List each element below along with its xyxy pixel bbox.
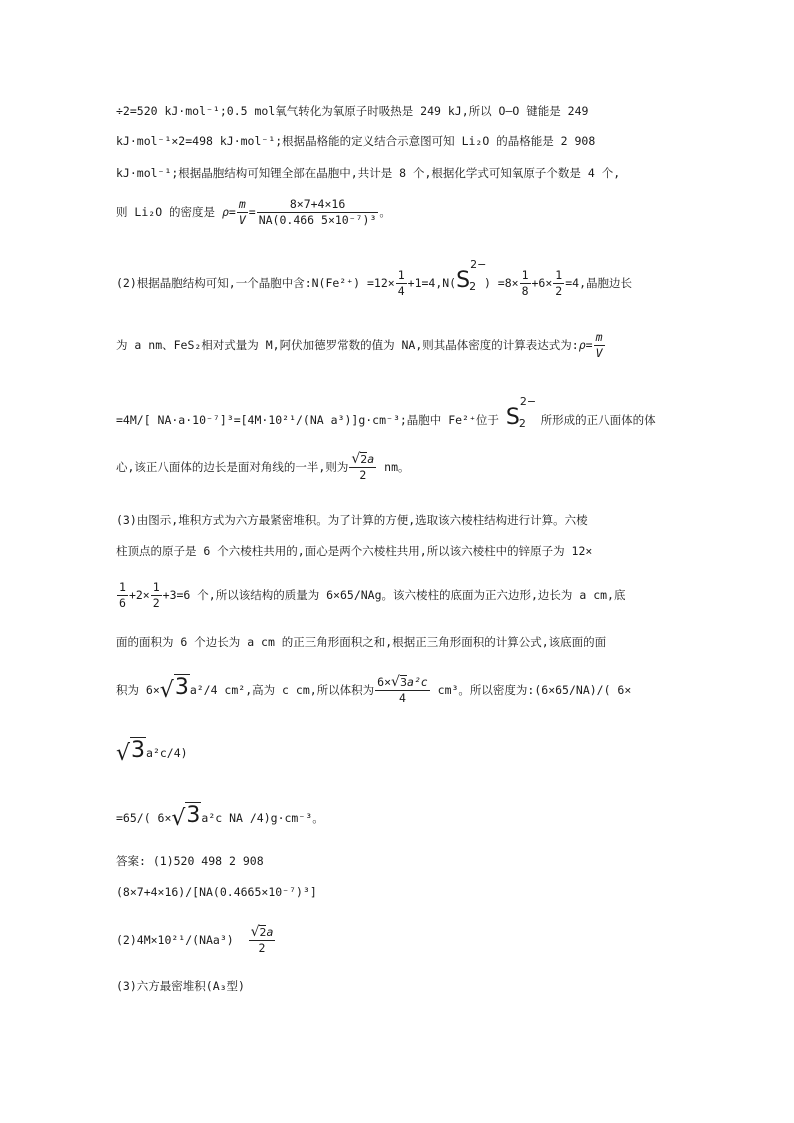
answer-line3: (2)4M×10²¹/(NAa³) $\frac{√2a}{2}$ bbox=[116, 924, 274, 955]
para3-line1: (3)由图示,堆积方式为六方最紧密堆积。为了计算的方便,选取该六棱柱结构进行计算。六棱 bbox=[116, 513, 588, 527]
para3-line5: 积为 6×√3a²/4 cm²,高为 c cm,所以体积为 $\frac{\text{6×√3a²c}}{4}$ cm³。所以密度为:(6×65/NA)/( 6× bbox=[116, 674, 632, 705]
answer-line4: (3)六方最密堆积(A₃型) bbox=[116, 979, 245, 993]
s2-ion-2: S 2− 2 bbox=[505, 395, 537, 430]
volume-fraction: $\frac{\text{6×√3a²c}}{4}$ bbox=[377, 674, 428, 705]
para3-line3: $\frac{1}{6}$ +2× $\frac{1}{2}$ +3=6 个,所以该结构的质量为 6×65/NAg。该六棱柱的底面为正六边形,边长为 a cm,底 bbox=[119, 580, 626, 610]
para3-line2: 柱顶点的原子是 6 个六棱柱共用的,面心是两个六棱柱共用,所以该六棱柱中的锌原子为 12× bbox=[116, 544, 593, 558]
fraction-1-8: $\frac{1}{8}$ bbox=[521, 268, 529, 298]
para3-line4: 面的面积为 6 个边长为 a cm 的正三角形面积之和,根据正三角形面积的计算公式,该底面的面 bbox=[116, 635, 607, 649]
sqrt2a-over-2-fraction: $\frac{√2a}{2}$ bbox=[351, 451, 375, 482]
para2-line4: 心,该正八面体的边长是面对角线的一半,则为 $\frac{√2a}{2}$ nm。 bbox=[116, 451, 410, 482]
density-formula-fraction: $\frac{8\times 7+4\times 16}{\text{NA(0.466 5×10⁻⁷)³}}$ bbox=[258, 197, 377, 227]
sqrt-3-c: √3 bbox=[171, 803, 201, 831]
m-over-v-fraction-2: $\frac{m}{V}$ bbox=[595, 330, 603, 360]
density-label: 则 Li₂O 的密度是 bbox=[116, 205, 222, 219]
sqrt-3-b: √3 bbox=[116, 738, 146, 766]
answer-sqrt2a-over-2: $\frac{√2a}{2}$ bbox=[250, 924, 274, 955]
para1-line1: ÷2=520 kJ·mol⁻¹;0.5 mol氧气转化为氧原子时吸热是 249 kJ,所以 O—O 键能是 249 bbox=[116, 104, 589, 118]
para1-line4: 则 Li₂O 的密度是 ρ= $\frac{m}{V}$ = $\frac{8\times 7+4\times 16}{\text{NA(0.466 5×10⁻⁷)³}}$ 。 bbox=[116, 197, 391, 227]
para1-line2: kJ·mol⁻¹×2=498 kJ·mol⁻¹;根据晶格能的定义结合示意图可知 Li₂O 的晶格能是 2 908 bbox=[116, 134, 596, 148]
para2-line2: 为 a nm、FeS₂相对式量为 M,阿伏加德罗常数的值为 NA,则其晶体密度的计算表达式为:ρ= $\frac{m}{V}$ bbox=[116, 330, 603, 360]
para2-line3: =4M/[ NA·a·10⁻⁷]³=[4M·10²¹/(NA a³)]g·cm⁻³;晶胞中 Fe²⁺位于 S 2− 2 所形成的正八面体的体 bbox=[116, 395, 656, 430]
sqrt-2: √2 bbox=[351, 451, 368, 467]
answer-line2: (8×7+4×16)/[NA(0.4665×10⁻⁷)³] bbox=[116, 885, 317, 899]
fraction-1-2: $\frac{1}{2}$ bbox=[555, 268, 563, 298]
para3-line6: √3a²c/4) bbox=[116, 738, 188, 766]
answer-line1: 答案: (1)520 498 2 908 bbox=[116, 854, 264, 868]
rho-symbol: ρ= bbox=[221, 205, 236, 219]
para1-line3: kJ·mol⁻¹;根据晶胞结构可知锂全部在晶胞中,共计是 8 个,根据化学式可知氧原子个数是 4 个, bbox=[116, 166, 621, 180]
sqrt-3: √3 bbox=[159, 675, 189, 703]
fraction-1-2-b: $\frac{1}{2}$ bbox=[152, 580, 160, 610]
s2-ion: S 2− 2 bbox=[456, 258, 487, 293]
fraction-1-6: $\frac{1}{6}$ bbox=[119, 580, 126, 610]
fraction-1-4: $\frac{1}{4}$ bbox=[397, 268, 405, 298]
para3-line7: =65/( 6×√3a²c NA /4)g·cm⁻³。 bbox=[116, 803, 324, 831]
m-over-v-fraction: $\frac{m}{V}$ bbox=[238, 197, 246, 227]
para2-line1: (2)根据晶胞结构可知,一个晶胞中含:N(Fe²⁺) =12× $\frac{1}{4}$ +1=4,N(S 2− 2 ) =8× $\frac{1}{8}$ +6× $\frac{1}{2}$ =4,晶胞边长 bbox=[116, 258, 632, 298]
